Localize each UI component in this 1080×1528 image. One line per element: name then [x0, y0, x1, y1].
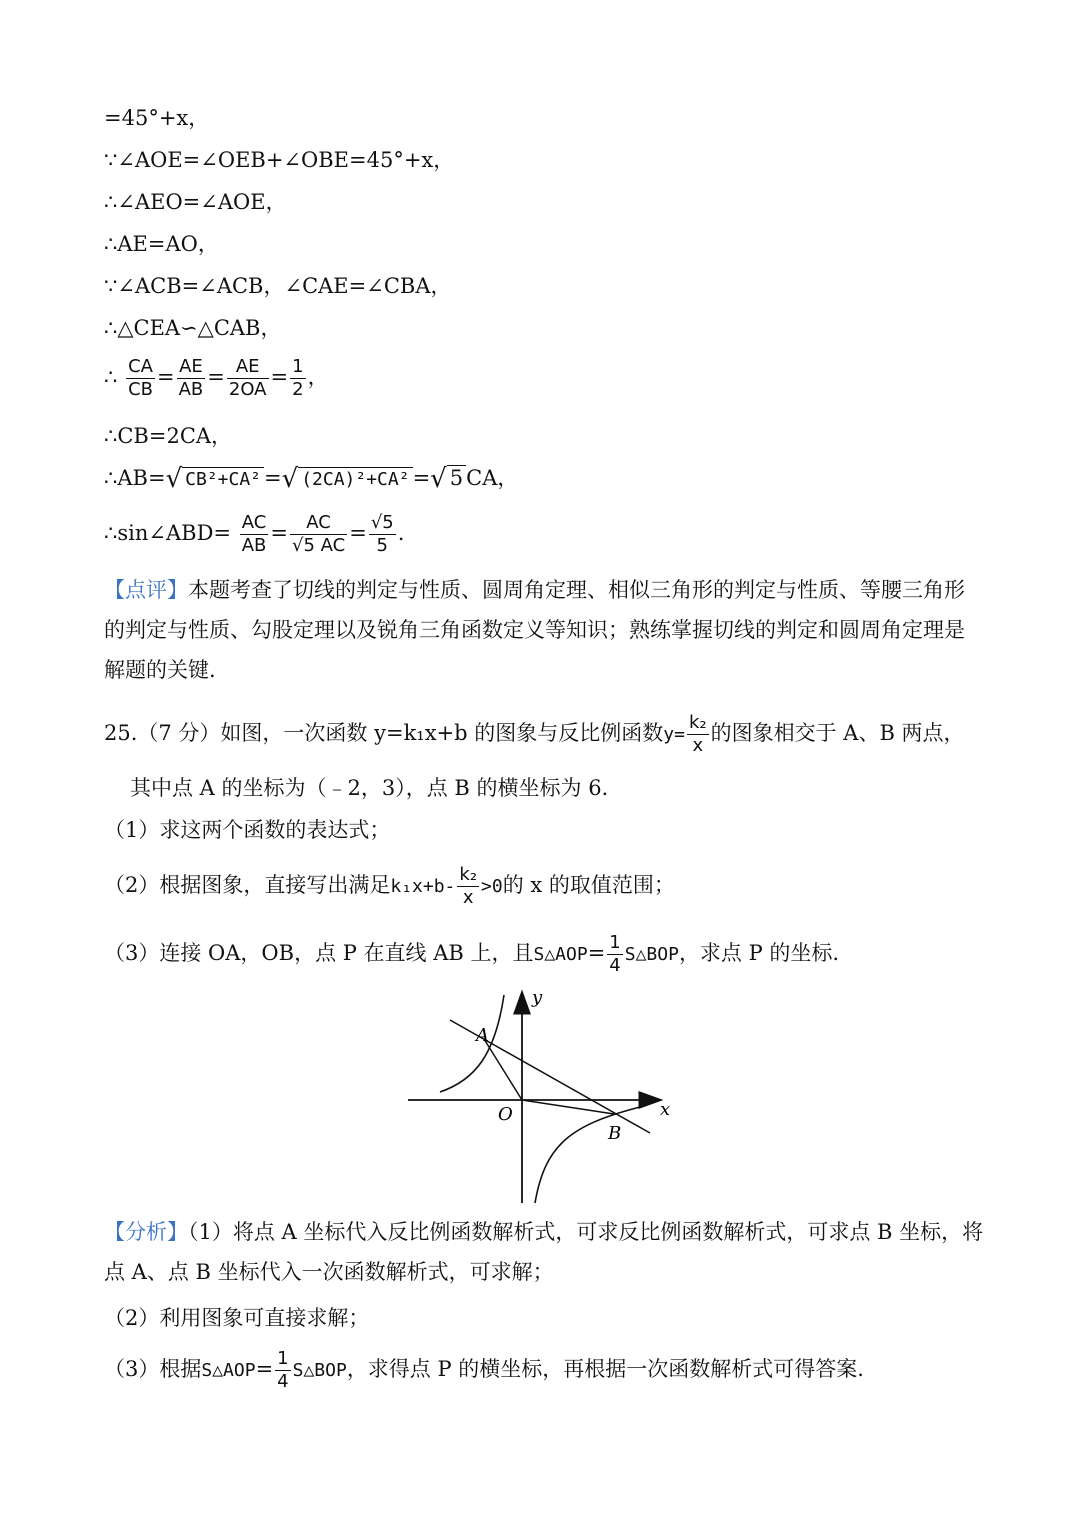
- fraction-sqrt5-5: $\frac{√5}{5}$: [370, 512, 394, 556]
- fraction-ae-2oa: $\frac{AE}{2OA}$: [228, 356, 267, 400]
- point-a-label: A: [476, 1025, 489, 1046]
- step-line-8: ∴CB=2CA，: [104, 424, 233, 448]
- review-tag: 【点评】: [104, 578, 188, 602]
- fraction-k2-x: $\frac{\text{k₂}}{x}$: [688, 712, 707, 756]
- point-b-label: B: [608, 1123, 622, 1144]
- segment-oa: [484, 1039, 522, 1100]
- step-line-3: ∴∠AEO=∠AOE，: [104, 190, 287, 214]
- fraction-1-4: $\frac{1}{4}$: [609, 932, 621, 976]
- analysis-paragraph-2: （2）利用图象可直接求解；: [104, 1306, 370, 1330]
- analysis-tag: 【分析】: [104, 1220, 188, 1244]
- fraction-ac-ab: $\frac{AC}{AB}$: [241, 512, 267, 556]
- fraction-k2-x-q2: $\frac{\text{k₂}}{x}$: [459, 864, 478, 908]
- hyperbola-branch-lower-right: [535, 1107, 640, 1203]
- problem-25-given: 其中点 A 的坐标为（﹣2，3），点 B 的横坐标为 6.: [130, 776, 609, 800]
- radical-1: CB²+CA²: [182, 467, 264, 492]
- step-line-9-pythagoras: ∴AB=√ CB²+CA² =√ (2CA)²+CA² =√ 5 CA，: [104, 464, 519, 494]
- question-1: （1）求这两个函数的表达式；: [104, 818, 391, 842]
- step-line-6: ∴△CEA∽△CAB，: [104, 316, 282, 340]
- origin-label: O: [498, 1104, 513, 1125]
- question-2: （2）根据图象，直接写出满足k₁x+b- $\frac{\text{k₂}}{x}$ >0的 x 的取值范围；: [104, 864, 675, 908]
- fraction-1-4-analysis: $\frac{1}{4}$: [277, 1348, 289, 1392]
- review-paragraph: 【点评】本题考查了切线的判定与性质、圆周角定理、相似三角形的判定与性质、等腰三角形的判定与性质、勾股定理以及锐角三角函数定义等知识；熟练掌握切线的判定和圆周角定理是解题的关键.: [104, 578, 965, 682]
- x-axis-label: x: [660, 1099, 671, 1120]
- step-line-2: ∵∠AOE=∠OEB+∠OBE=45°+x，: [104, 148, 455, 172]
- step-line-5: ∵∠ACB=∠ACB，∠CAE=∠CBA，: [104, 274, 452, 298]
- radical-2: (2CA)²+CA²: [298, 467, 412, 492]
- y-axis-label: y: [532, 987, 543, 1008]
- segment-ob: [522, 1100, 614, 1114]
- question-3: （3）连接 OA，OB，点 P 在直线 AB 上，且S△AOP= $\frac{1}{4}$ S△BOP，求点 P 的坐标.: [104, 932, 840, 976]
- fraction-1-2: $\frac{1}{2}$: [292, 356, 304, 400]
- step-line-7-ratio: ∴ $\frac{CA}{CB}$ = $\frac{AE}{AB}$ = $\frac{AE}{2OA}$ = $\frac{1}{2}$ ，: [104, 356, 329, 400]
- analysis-paragraph-1: 【分析】（1）将点 A 坐标代入反比例函数解析式，可求反比例函数解析式，可求点 B 坐标，将点 A、点 B 坐标代入一次函数解析式，可求解；: [104, 1220, 984, 1284]
- fraction-ae-ab: $\frac{AE}{AB}$: [178, 356, 204, 400]
- step-line-4: ∴AE=AO，: [104, 232, 219, 256]
- step-line-10-sine: ∴sin∠ABD= $\frac{AC}{AB}$ = $\frac{AC}{√5 AC}$ = $\frac{√5}{5}$ .: [104, 512, 405, 556]
- problem-25-header: 25.（7 分）如图，一次函数 y=k₁x+b 的图象与反比例函数y= $\frac{\text{k₂}}{x}$ 的图象相交于 A、B 两点，: [104, 712, 965, 756]
- radical-3: 5: [447, 465, 466, 490]
- step-line-1: =45°+x，: [104, 106, 210, 130]
- fraction-ca-cb: $\frac{CA}{CB}$: [128, 356, 153, 400]
- fraction-ac-sqrt5ac: $\frac{AC}{√5 AC}$: [291, 512, 346, 556]
- function-graph: [400, 985, 680, 1205]
- hyperbola-branch-upper-left: [440, 995, 504, 1092]
- analysis-paragraph-3: （3）根据S△AOP= $\frac{1}{4}$ S△BOP，求得点 P 的横坐标，再根据一次函数解析式可得答案.: [104, 1348, 864, 1392]
